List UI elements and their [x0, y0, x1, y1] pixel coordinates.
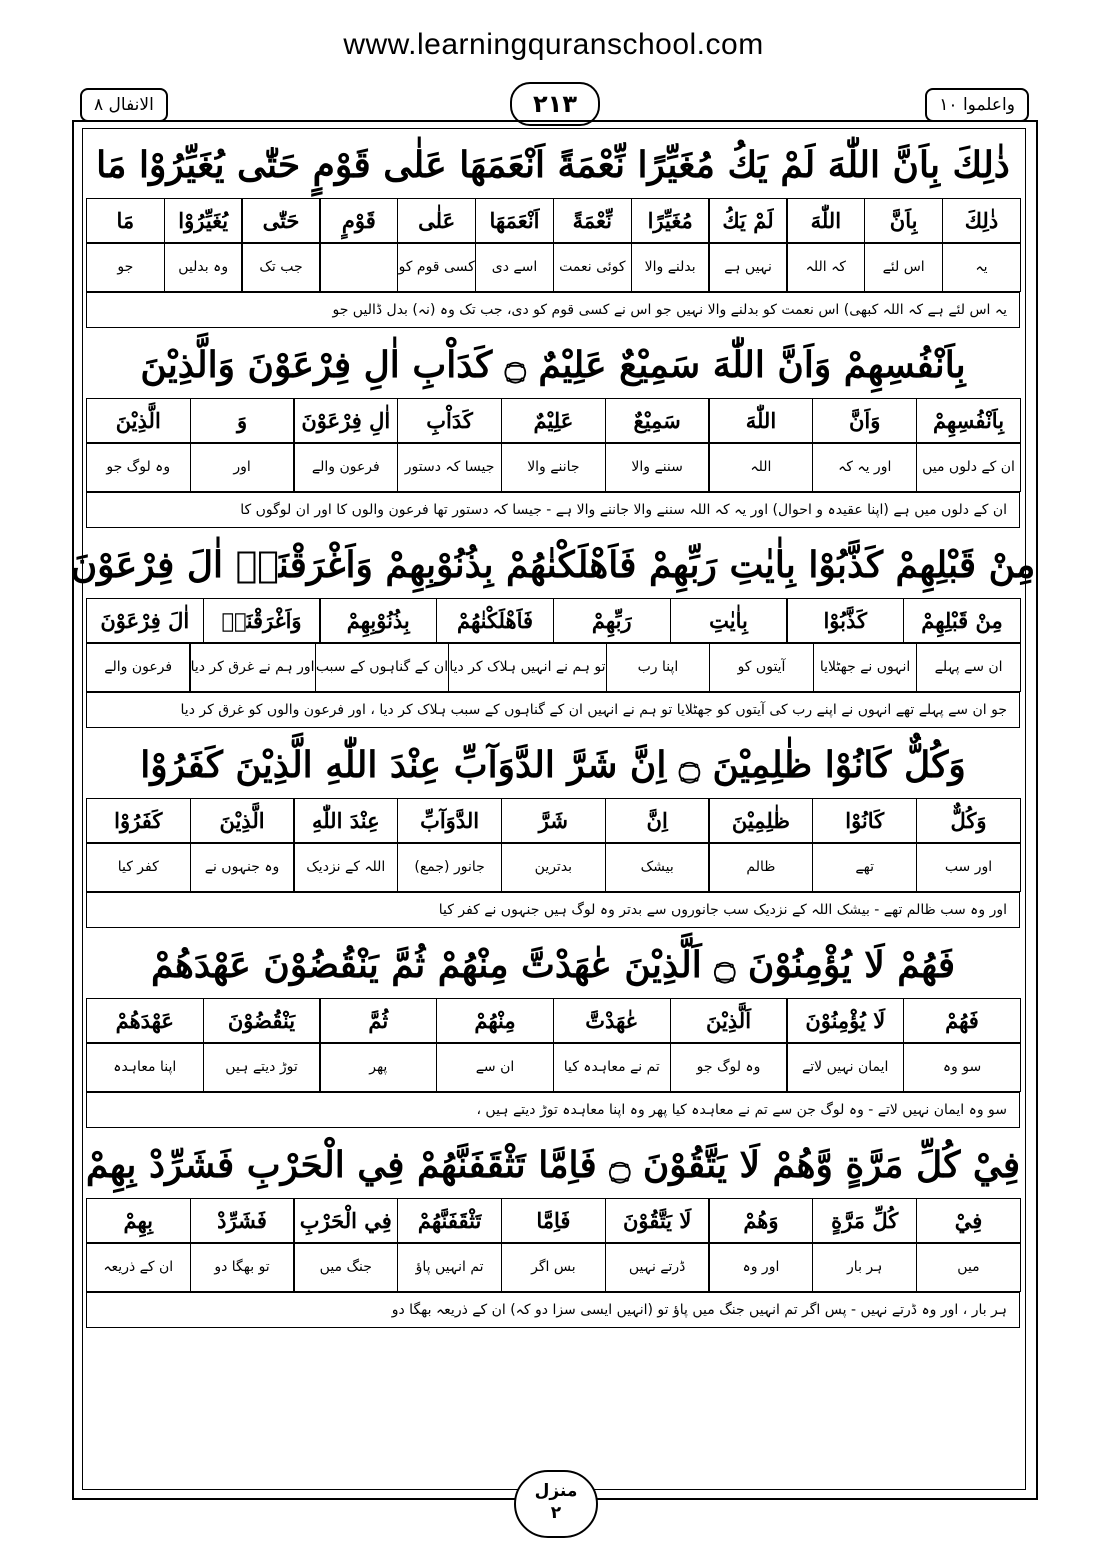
arabic-word-cell: فِيْ	[916, 1198, 1021, 1244]
arabic-verse-line: وَكُلٌّ كَانُوْا ظٰلِمِيْنَ ۝ اِنَّ شَرَّ الدَّوَآبِّ عِنْدَ اللّٰهِ الَّذِيْنَ كَفَرُوْا	[140, 744, 966, 786]
arabic-word-cell: عَهْدَهُمْ	[86, 998, 204, 1044]
urdu-meaning-cell: اس لئے	[864, 242, 943, 292]
urdu-meaning-cell: بیشک	[605, 842, 710, 892]
urdu-meaning-cell: فرعون والے	[86, 642, 190, 692]
meaning-row	[86, 1242, 1020, 1290]
urdu-meaning-cell: توڑ دیتے ہیں	[203, 1042, 321, 1092]
verse-content	[70, 132, 1036, 1332]
word-row	[86, 998, 1020, 1042]
arabic-word-cell: كَذَّبُوْا	[787, 598, 905, 644]
urdu-translation-line: ان کے دلوں میں ہے (اپنا عقیدہ و احوال) اور یہ کہ اللہ سننے والا جاننے والا ہے - جیسا کہ دستور تھا فرعون والوں کا اور ان لوگوں کا	[86, 492, 1020, 528]
arabic-word-cell: قَوْمٍ	[320, 198, 399, 244]
urdu-meaning-cell: اور سب	[916, 842, 1021, 892]
urdu-meaning-cell: کہ اللہ	[787, 242, 866, 292]
arabic-verse-line: فَهُمْ لَا يُؤْمِنُوْنَ ۝ اَلَّذِيْنَ عٰهَدْتَّ مِنْهُمْ ثُمَّ يَنْقُضُوْنَ عَهْدَهُمْ	[150, 944, 956, 986]
verse-block	[86, 932, 1020, 1128]
arabic-word-cell: كَفَرُوْا	[86, 798, 191, 844]
urdu-meaning-cell: ان کے ذریعہ	[86, 1242, 191, 1292]
arabic-word-cell: شَرَّ	[501, 798, 606, 844]
arabic-word-cell: يُغَيِّرُوْا	[164, 198, 243, 244]
arabic-word-cell: الَّذِيْنَ	[86, 398, 191, 444]
urdu-meaning-cell: بدلنے والا	[631, 242, 710, 292]
urdu-meaning-cell: جب تک	[242, 242, 321, 292]
urdu-translation-line: اور وہ سب ظالم تھے - بیشک اللہ کے نزدیک سب جانوروں سے بدتر وہ لوگ ہیں جنہوں نے کفر کیا	[86, 892, 1020, 928]
arabic-verse-line: فِيْ كُلِّ مَرَّةٍ وَّهُمْ لَا يَتَّقُوْنَ ۝ فَاِمَّا تَثْقَفَنَّهُمْ فِي الْحَرْبِ فَشَرِّدْ بِهِمْ	[85, 1144, 1021, 1186]
word-row	[86, 398, 1020, 442]
urdu-meaning-cell: اور وہ	[709, 1242, 814, 1292]
arabic-word-cell: ثُمَّ	[320, 998, 438, 1044]
arabic-word-cell: لَا يُؤْمِنُوْنَ	[787, 998, 905, 1044]
arabic-word-cell: اِنَّ	[605, 798, 710, 844]
urdu-meaning-cell: سننے والا	[605, 442, 710, 492]
arabic-word-cell: ظٰلِمِيْنَ	[709, 798, 814, 844]
urdu-meaning-cell: بدترین	[501, 842, 606, 892]
arabic-word-cell: عٰهَدْتَّ	[553, 998, 671, 1044]
urdu-meaning-cell: فرعون والے	[294, 442, 399, 492]
verse-block	[70, 532, 1036, 728]
arabic-word-cell: اَنْعَمَهَا	[475, 198, 554, 244]
arabic-word-cell: بِاٰيٰتِ	[670, 598, 788, 644]
arabic-word-cell: عِنْدَ اللّٰهِ	[294, 798, 399, 844]
urdu-meaning-cell: آیتوں کو	[709, 642, 813, 692]
arabic-word-cell: عَلِيْمٌ	[501, 398, 606, 444]
arabic-word-cell: مُغَيِّرًا	[631, 198, 710, 244]
juz-label: واعلموا ١٠	[925, 88, 1029, 122]
urdu-meaning-cell: ان سے پہلے	[916, 642, 1020, 692]
arabic-word-cell: سَمِيْعٌ	[605, 398, 710, 444]
urdu-meaning-cell: تم نے معاہدہ کیا	[553, 1042, 671, 1092]
urdu-meaning-cell: ان کے گناہوں کے سبب	[315, 642, 449, 692]
word-row	[86, 198, 1020, 242]
arabic-word-cell: نِّعْمَةً	[553, 198, 632, 244]
urdu-meaning-cell	[320, 242, 399, 292]
urdu-translation-line: یہ اس لئے ہے کہ اللہ کبھی) اس نعمت کو بدلنے والا نہیں جو اس نے کسی قوم کو دی، جب تک وہ (نہ) بدل ڈالیں جو	[86, 292, 1020, 328]
urdu-meaning-cell: جو	[86, 242, 165, 292]
urdu-meaning-cell: کوئی نعمت	[553, 242, 632, 292]
urdu-translation-line: سو وہ ایمان نہیں لاتے - وہ لوگ جن سے تم نے معاہدہ کیا پھر وہ اپنا معاہدہ توڑ دیتے ہیں ،	[86, 1092, 1020, 1128]
urdu-meaning-cell: تم انہیں پاؤ	[397, 1242, 502, 1292]
meaning-row	[86, 1042, 1020, 1090]
arabic-word-cell: اللّٰهَ	[787, 198, 866, 244]
urdu-meaning-cell: تھے	[812, 842, 917, 892]
urdu-meaning-cell: ڈرتے نہیں	[605, 1242, 710, 1292]
arabic-word-cell: فِي الْحَرْبِ	[294, 1198, 399, 1244]
meaning-row	[86, 642, 1020, 690]
arabic-word-cell: مِنْ قَبْلِهِمْ	[903, 598, 1021, 644]
arabic-word-cell: بِاَنْفُسِهِمْ	[916, 398, 1021, 444]
arabic-word-cell: لَمْ يَكُ	[709, 198, 788, 244]
arabic-word-cell: حَتّٰى	[242, 198, 321, 244]
urdu-meaning-cell: ایمان نہیں لاتے	[787, 1042, 905, 1092]
urdu-meaning-cell: اپنا رب	[606, 642, 710, 692]
word-row	[86, 798, 1020, 842]
arabic-word-cell: اللّٰهَ	[709, 398, 814, 444]
urdu-meaning-cell: تو بھگا دو	[190, 1242, 295, 1292]
urdu-translation-line: ہر بار ، اور وہ ڈرتے نہیں - پس اگر تم انہیں جنگ میں پاؤ تو (انہیں ایسی سزا دو کہ) ان کے ذریعہ بھگا دو	[86, 1292, 1020, 1328]
urdu-meaning-cell: انہوں نے جھٹلایا	[813, 642, 917, 692]
urdu-meaning-cell: جیسا کہ دستور	[397, 442, 502, 492]
urdu-meaning-cell: اور ہم نے غرق کر دیا	[190, 642, 316, 692]
urdu-meaning-cell: اور یہ کہ	[812, 442, 917, 492]
urdu-meaning-cell: میں	[916, 1242, 1021, 1292]
arabic-word-cell: اٰلَ فِرْعَوْنَ	[86, 598, 204, 644]
arabic-word-cell: وَهُمْ	[709, 1198, 814, 1244]
arabic-word-cell: فَاَهْلَكْنٰهُمْ	[436, 598, 554, 644]
urdu-meaning-cell: جاننے والا	[501, 442, 606, 492]
word-row	[86, 598, 1020, 642]
arabic-word-cell: ذٰلِكَ	[942, 198, 1021, 244]
arabic-word-cell: كَدَاْبِ	[397, 398, 502, 444]
urdu-meaning-cell: اسے دی	[475, 242, 554, 292]
arabic-word-cell: كُلِّ مَرَّةٍ	[812, 1198, 917, 1244]
verse-block	[86, 732, 1020, 928]
arabic-word-cell: فَهُمْ	[903, 998, 1021, 1044]
urdu-meaning-cell: ظالم	[709, 842, 814, 892]
urdu-meaning-cell: وہ لوگ جو	[86, 442, 191, 492]
urdu-meaning-cell: وہ لوگ جو	[670, 1042, 788, 1092]
arabic-word-cell: وَاَغْرَقْنَاۤ	[203, 598, 321, 644]
arabic-verse-line: مِنْ قَبْلِهِمْ كَذَّبُوْا بِاٰيٰتِ رَبِّهِمْ فَاَهْلَكْنٰهُمْ بِذُنُوْبِهِمْ وَاَغْرَقْنَاۤ اٰلَ فِرْعَوْنَ	[70, 544, 1036, 586]
arabic-word-cell: بِذُنُوْبِهِمْ	[320, 598, 438, 644]
arabic-word-cell: الدَّوَآبِّ	[397, 798, 502, 844]
urdu-meaning-cell: بس اگر	[501, 1242, 606, 1292]
meaning-row	[86, 842, 1020, 890]
urdu-meaning-cell: ہر بار	[812, 1242, 917, 1292]
urdu-meaning-cell: سو وہ	[903, 1042, 1021, 1092]
arabic-word-cell: اَلَّذِيْنَ	[670, 998, 788, 1044]
arabic-word-cell: مِنْهُمْ	[436, 998, 554, 1044]
manzil-label: منزل	[534, 1481, 578, 1501]
meaning-row	[86, 242, 1020, 290]
urdu-meaning-cell: کفر کیا	[86, 842, 191, 892]
urdu-meaning-cell: ان کے دلوں میں	[916, 442, 1021, 492]
arabic-verse-line: بِاَنْفُسِهِمْ وَاَنَّ اللّٰهَ سَمِيْعٌ عَلِيْمٌ ۝ كَدَاْبِ اٰلِ فِرْعَوْنَ وَالَّذِيْنَ	[140, 344, 966, 386]
urdu-meaning-cell: جنگ میں	[294, 1242, 399, 1292]
arabic-word-cell: رَبِّهِمْ	[553, 598, 671, 644]
verse-block	[86, 1132, 1020, 1328]
arabic-word-cell: الَّذِيْنَ	[190, 798, 295, 844]
arabic-word-cell: عَلٰى	[397, 198, 476, 244]
urdu-meaning-cell: وہ جنہوں نے	[190, 842, 295, 892]
urdu-meaning-cell: یہ	[942, 242, 1021, 292]
manzil-badge	[514, 1470, 598, 1538]
verse-block	[86, 332, 1020, 528]
urdu-meaning-cell: نہیں ہے	[709, 242, 788, 292]
urdu-meaning-cell: تو ہم نے انہیں ہلاک کر دیا	[448, 642, 606, 692]
verse-block	[86, 132, 1020, 328]
arabic-word-cell: اٰلِ فِرْعَوْنَ	[294, 398, 399, 444]
page-number: ۲۱۳	[510, 82, 600, 126]
urdu-meaning-cell: اللہ کے نزدیک	[294, 842, 399, 892]
arabic-word-cell: لَا يَتَّقُوْنَ	[605, 1198, 710, 1244]
site-url: www.learningquranschool.com	[343, 28, 764, 61]
word-row	[86, 1198, 1020, 1242]
arabic-word-cell: يَنْقُضُوْنَ	[203, 998, 321, 1044]
meaning-row	[86, 442, 1020, 490]
urdu-meaning-cell: جانور (جمع)	[397, 842, 502, 892]
arabic-verse-line: ذٰلِكَ بِاَنَّ اللّٰهَ لَمْ يَكُ مُغَيِّرًا نِّعْمَةً اَنْعَمَهَا عَلٰى قَوْمٍ حَتّٰى يُغَيِّرُوْا مَا	[96, 144, 1010, 186]
arabic-word-cell: بِاَنَّ	[864, 198, 943, 244]
urdu-meaning-cell: اپنا معاہدہ	[86, 1042, 204, 1092]
urdu-meaning-cell: پھر	[320, 1042, 438, 1092]
urdu-meaning-cell: اللہ	[709, 442, 814, 492]
urdu-meaning-cell: کسی قوم کو	[397, 242, 476, 292]
urdu-meaning-cell: وہ بدلیں	[164, 242, 243, 292]
arabic-word-cell: وَكُلٌّ	[916, 798, 1021, 844]
arabic-word-cell: وَاَنَّ	[812, 398, 917, 444]
arabic-word-cell: كَانُوْا	[812, 798, 917, 844]
urdu-meaning-cell: ان سے	[436, 1042, 554, 1092]
arabic-word-cell: بِهِمْ	[86, 1198, 191, 1244]
arabic-word-cell: وَ	[190, 398, 295, 444]
arabic-word-cell: تَثْقَفَنَّهُمْ	[397, 1198, 502, 1244]
urdu-meaning-cell: اور	[190, 442, 295, 492]
arabic-word-cell: فَاِمَّا	[501, 1198, 606, 1244]
surah-label: الانفال ٨	[80, 88, 168, 122]
arabic-word-cell: مَا	[86, 198, 165, 244]
arabic-word-cell: فَشَرِّدْ	[190, 1198, 295, 1244]
urdu-translation-line: جو ان سے پہلے تھے انہوں نے اپنے رب کی آیتوں کو جھٹلایا تو ہم نے انہیں ان کے گناہوں کے سبب ہلاک کر دیا ، اور فرعون والوں کو غرق کر دیا	[86, 692, 1020, 728]
manzil-number: ٢	[550, 1503, 562, 1523]
